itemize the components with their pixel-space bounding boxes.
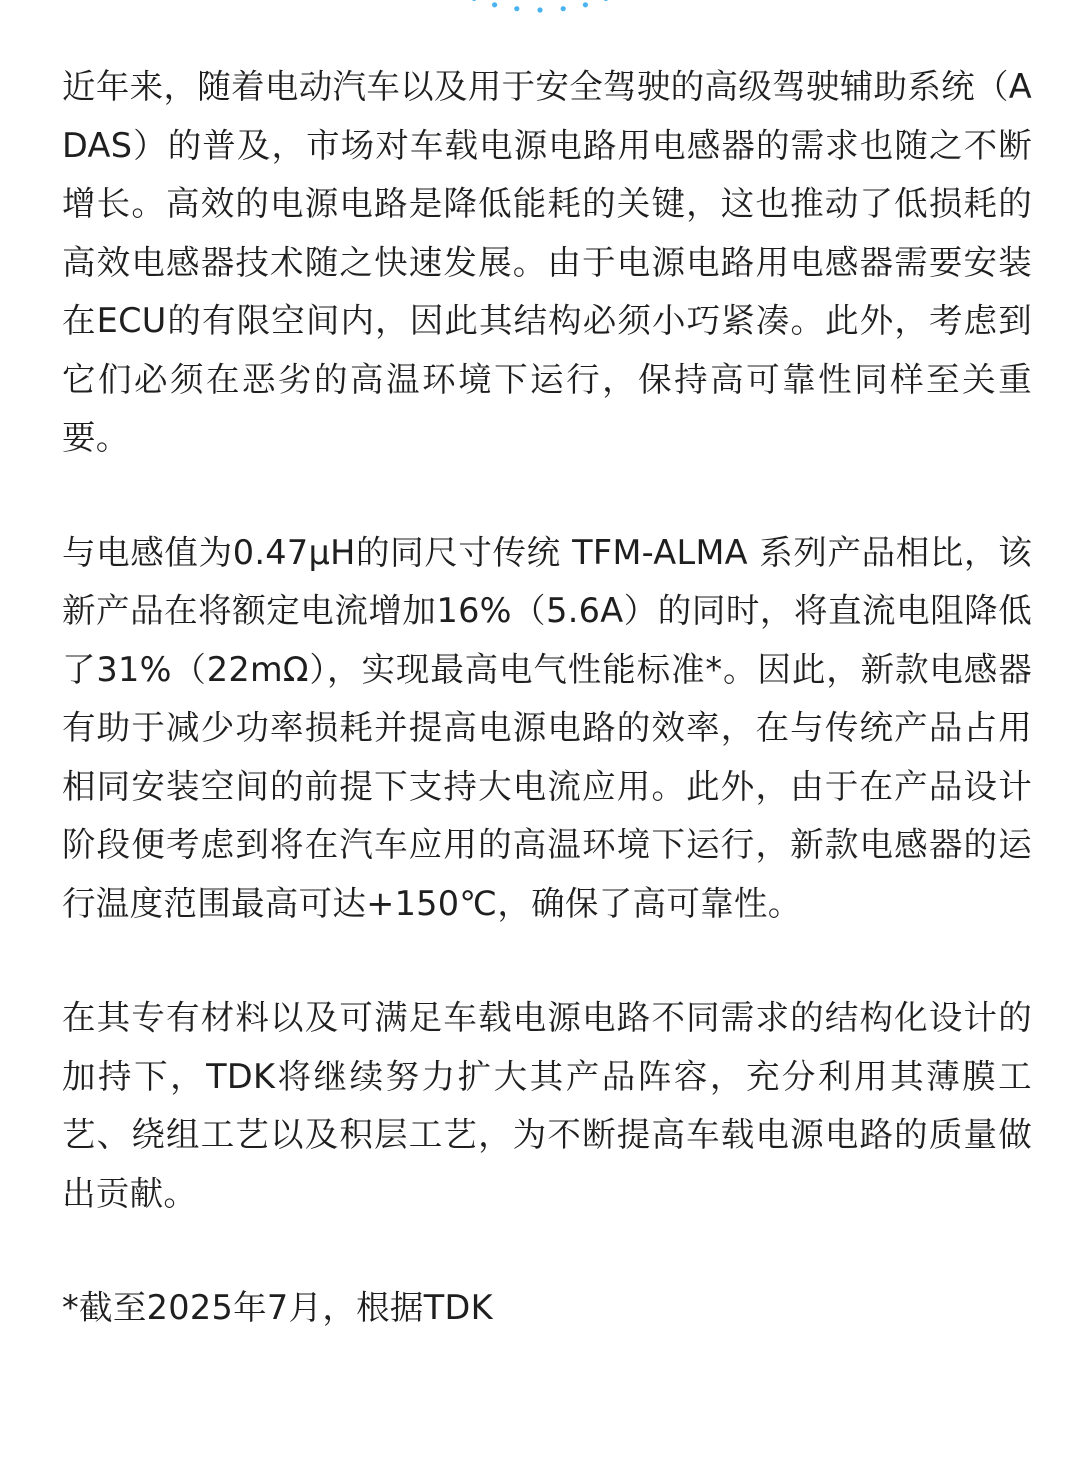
footnote: *截至2025年7月，根据TDK xyxy=(62,1288,493,1327)
decoration-dot xyxy=(492,2,497,7)
decoration-dot xyxy=(583,2,588,7)
article-body xyxy=(62,58,1032,1338)
decoration-dot xyxy=(537,7,542,12)
decoration-dot xyxy=(472,0,477,1)
decoration-dot xyxy=(561,6,566,11)
decoration-dot xyxy=(603,0,608,1)
paragraph-outlook: 在其专有材料以及可满足车载电源电路不同需求的结构化设计的加持下，TDK将继续努力扩大其产品阵容，充分利用其薄膜工艺、绕组工艺以及积层工艺，为不断提高车载电源电路的质量做出贡献。 xyxy=(62,998,1032,1213)
decorative-dotted-arc xyxy=(405,0,675,16)
paragraph-intro: 近年来，随着电动汽车以及用于安全驾驶的高级驾驶辅助系统（ADAS）的普及，市场对车载电源电路用电感器的需求也随之不断增长。高效的电源电路是降低能耗的关键，这也推动了低损耗的高效电感器技术随之快速发展。由于电源电路用电感器需要安装在ECU的有限空间内，因此其结构必须小巧紧凑。此外，考虑到它们必须在恶劣的高温环境下运行，保持高可靠性同样至关重要。 xyxy=(62,67,1032,457)
decoration-dot xyxy=(514,6,519,11)
paragraph-performance: 与电感值为0.47μH的同尺寸传统 TFM-ALMA 系列产品相比，该新产品在将额定电流增加16%（5.6A）的同时，将直流电阻降低了31%（22mΩ），实现最高电气性能标准*。因此，新款电感器有助于减少功率损耗并提高电源电路的效率，在与传统产品占用相同安装空间的前提下支持大电流应用。此外，由于在产品设计阶段便考虑到将在汽车应用的高温环境下运行，新款电感器的运行温度范围最高可达+150℃，确保了高可靠性。 xyxy=(62,532,1032,923)
